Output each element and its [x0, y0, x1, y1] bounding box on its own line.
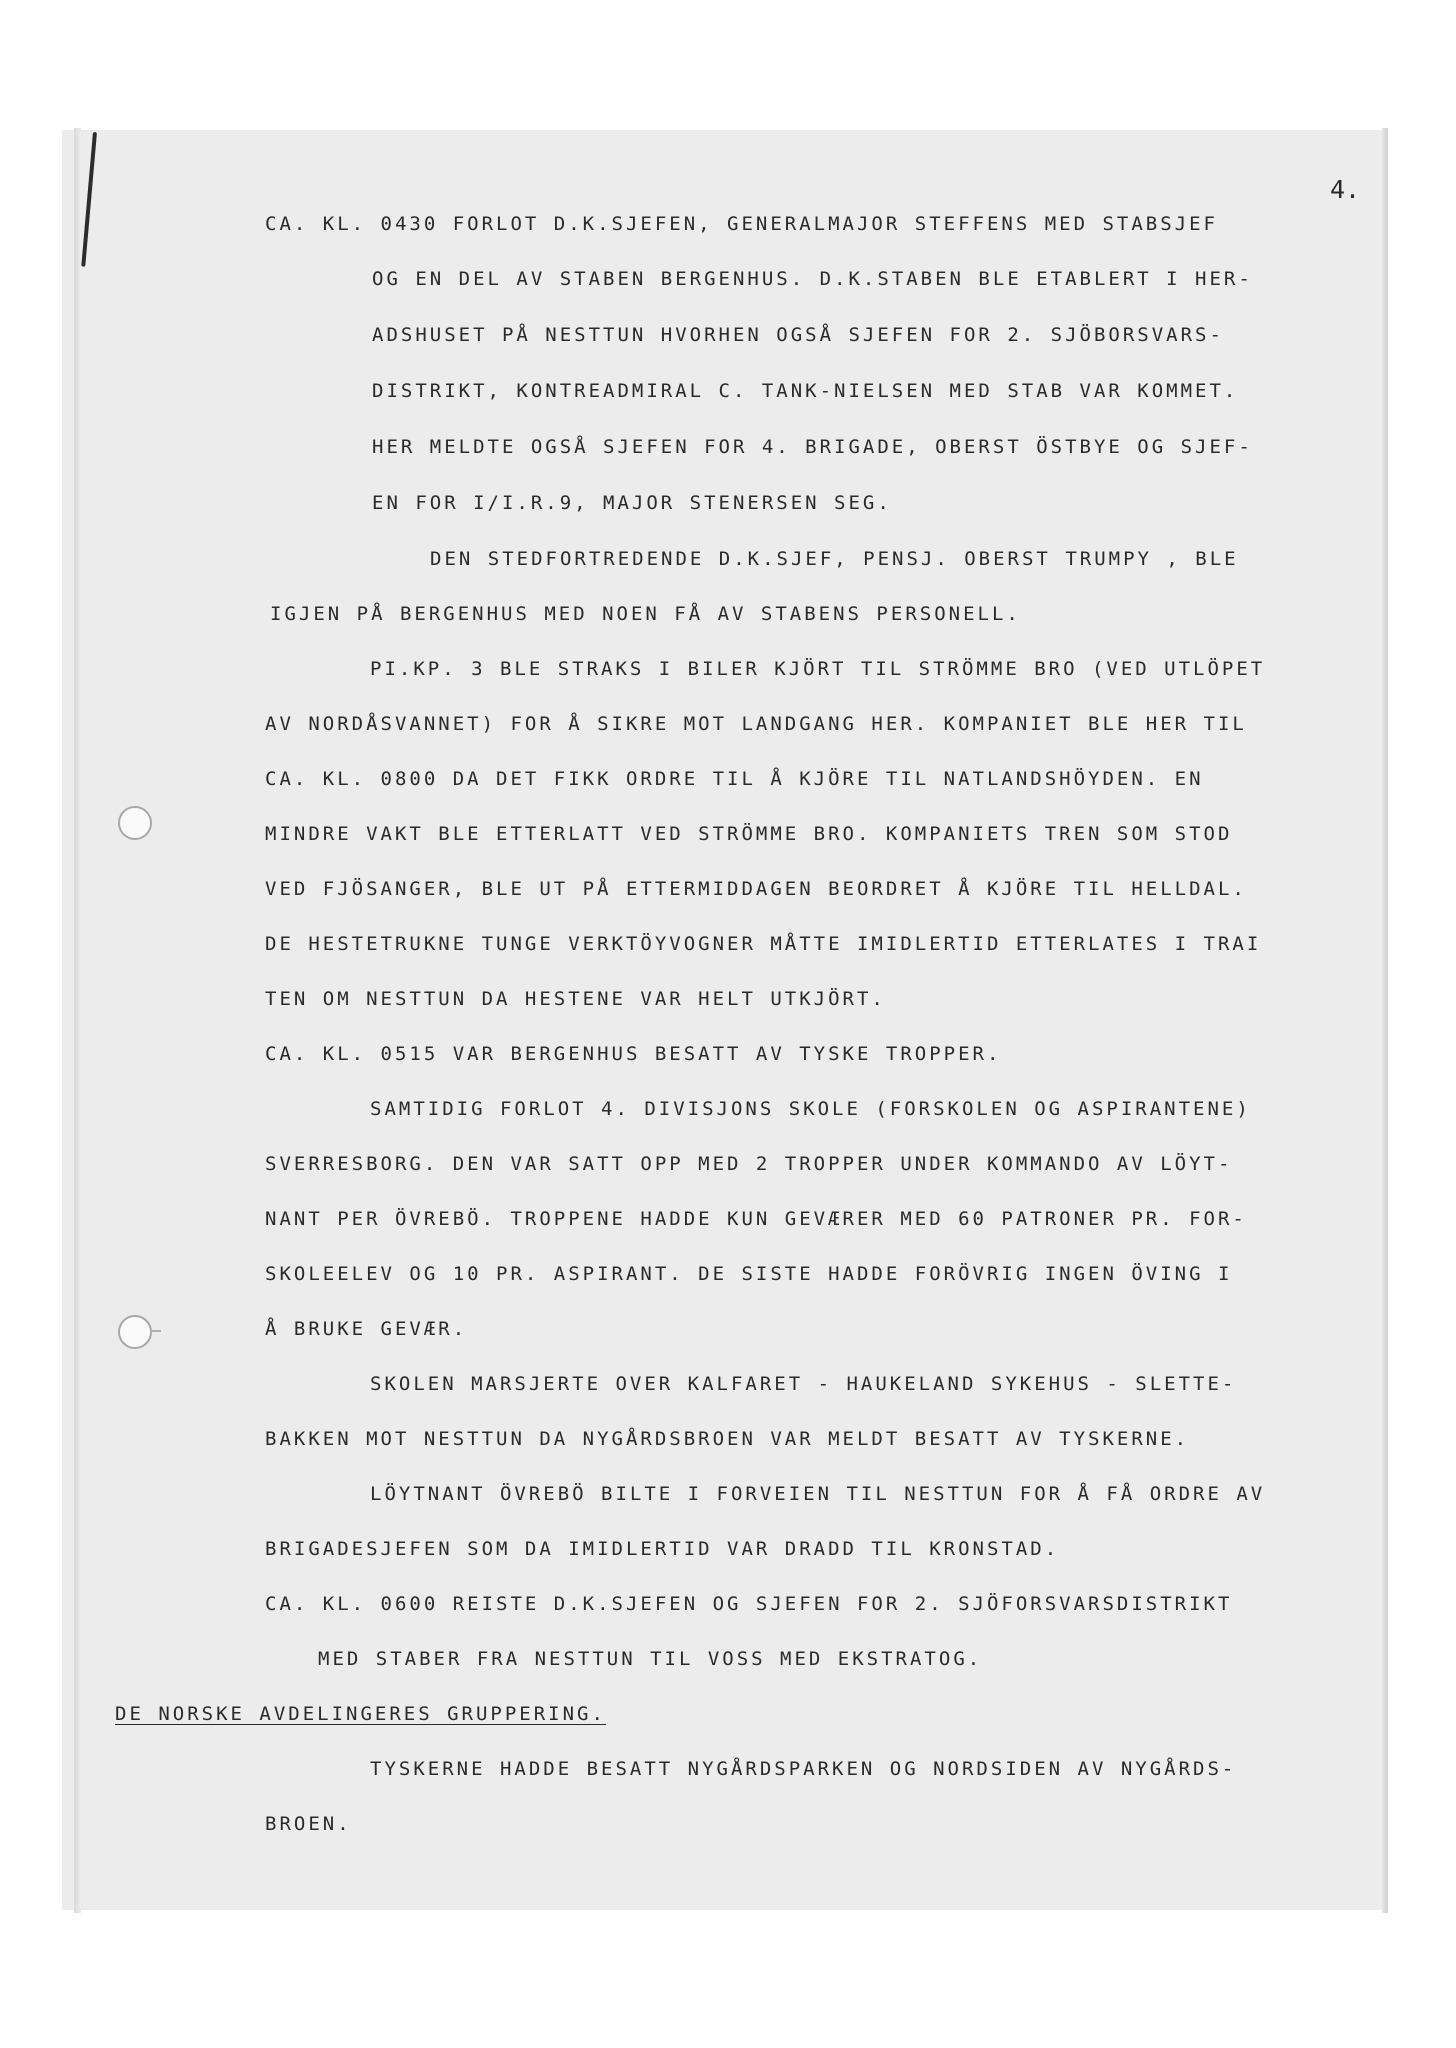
text-line: DEN STEDFORTREDENDE D.K.SJEF, PENSJ. OBERST TRUMPY , BLE	[430, 548, 1239, 570]
text-line: CA. KL. 0515 VAR BERGENHUS BESATT AV TYSKE TROPPER.	[265, 1043, 1002, 1065]
text-line: SKOLEN MARSJERTE OVER KALFARET - HAUKELAND SYKEHUS - SLETTE-	[370, 1373, 1237, 1395]
scan-right-edge-shadow	[1382, 128, 1388, 1913]
text-line: NANT PER ÖVREBÖ. TROPPENE HADDE KUN GEVÆRER MED 60 PATRONER PR. FOR-	[265, 1208, 1247, 1230]
text-line: DE HESTETRUKNE TUNGE VERKTÖYVOGNER MÅTTE IMIDLERTID ETTERLATES I TRAI	[265, 933, 1262, 955]
text-line: BAKKEN MOT NESTTUN DA NYGÅRDSBROEN VAR MELDT BESATT AV TYSKERNE.	[265, 1428, 1190, 1450]
text-line: MINDRE VAKT BLE ETTERLATT VED STRÖMME BRO. KOMPANIETS TREN SOM STOD	[265, 823, 1233, 845]
text-line: TYSKERNE HADDE BESATT NYGÅRDSPARKEN OG NORDSIDEN AV NYGÅRDS-	[370, 1758, 1237, 1780]
text-line: SAMTIDIG FORLOT 4. DIVISJONS SKOLE (FORSKOLEN OG ASPIRANTENE)	[370, 1098, 1251, 1120]
text-line: IGJEN PÅ BERGENHUS MED NOEN FÅ AV STABENS PERSONELL.	[270, 603, 1021, 625]
text-line: CA. KL. 0430 FORLOT D.K.SJEFEN, GENERALMAJOR STEFFENS MED STABSJEF	[265, 213, 1218, 235]
page-number: 4.	[1330, 175, 1361, 204]
punch-hole-icon	[118, 806, 152, 840]
text-line: MED STABER FRA NESTTUN TIL VOSS MED EKSTRATOG.	[318, 1648, 983, 1670]
punch-tear-mark	[150, 1330, 161, 1332]
scan-left-edge-shadow	[74, 128, 81, 1913]
text-line: LÖYTNANT ÖVREBÖ BILTE I FORVEIEN TIL NESTTUN FOR Å FÅ ORDRE AV	[370, 1483, 1266, 1505]
text-line: SVERRESBORG. DEN VAR SATT OPP MED 2 TROPPER UNDER KOMMANDO AV LÖYT-	[265, 1153, 1233, 1175]
text-line: Å BRUKE GEVÆR.	[265, 1318, 468, 1340]
text-line: PI.KP. 3 BLE STRAKS I BILER KJÖRT TIL STRÖMME BRO (VED UTLÖPET	[370, 658, 1266, 680]
text-line: SKOLEELEV OG 10 PR. ASPIRANT. DE SISTE HADDE FORÖVRIG INGEN ÖVING I	[265, 1263, 1233, 1285]
punch-hole-icon	[118, 1315, 152, 1349]
text-line: CA. KL. 0600 REISTE D.K.SJEFEN OG SJEFEN FOR 2. SJÖFORSVARSDISTRIKT	[265, 1593, 1233, 1615]
text-line: DISTRIKT, KONTREADMIRAL C. TANK-NIELSEN MED STAB VAR KOMMET.	[372, 380, 1239, 402]
text-line: AV NORDÅSVANNET) FOR Å SIKRE MOT LANDGANG HER. KOMPANIET BLE HER TIL	[265, 713, 1247, 735]
text-line: VED FJÖSANGER, BLE UT PÅ ETTERMIDDAGEN BEORDRET Å KJÖRE TIL HELLDAL.	[265, 878, 1247, 900]
text-line: BRIGADESJEFEN SOM DA IMIDLERTID VAR DRADD TIL KRONSTAD.	[265, 1538, 1060, 1560]
text-line: CA. KL. 0800 DA DET FIKK ORDRE TIL Å KJÖRE TIL NATLANDSHÖYDEN. EN	[265, 768, 1204, 790]
text-line: OG EN DEL AV STABEN BERGENHUS. D.K.STABEN BLE ETABLERT I HER-	[372, 268, 1253, 290]
text-line: EN FOR I/I.R.9, MAJOR STENERSEN SEG.	[372, 492, 892, 514]
text-line: HER MELDTE OGSÅ SJEFEN FOR 4. BRIGADE, OBERST ÖSTBYE OG SJEF-	[372, 436, 1253, 458]
text-line: BROEN.	[265, 1813, 352, 1835]
section-heading: DE NORSKE AVDELINGERES GRUPPERING.	[115, 1703, 606, 1725]
text-line: TEN OM NESTTUN DA HESTENE VAR HELT UTKJÖRT.	[265, 988, 886, 1010]
text-line: ADSHUSET PÅ NESTTUN HVORHEN OGSÅ SJEFEN FOR 2. SJÖBORSVARS-	[372, 324, 1224, 346]
